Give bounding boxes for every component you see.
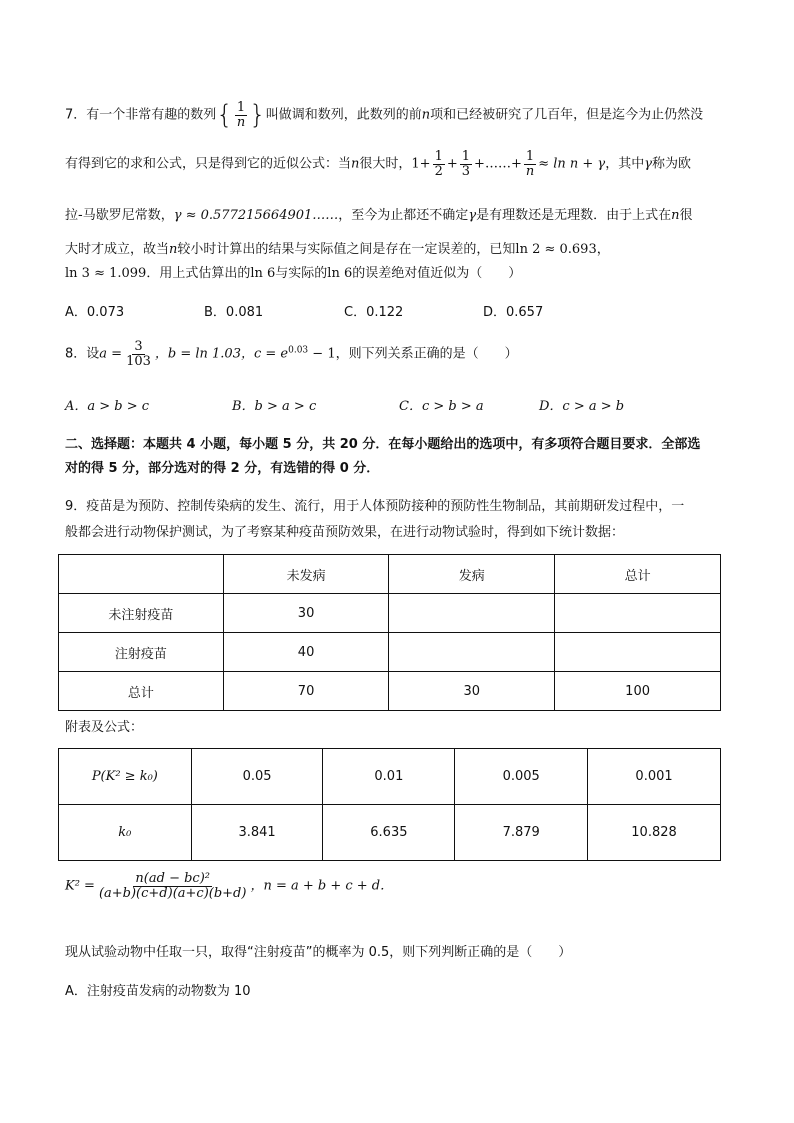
- q7-option-c: C．0.122: [344, 305, 404, 320]
- q9-option-a: A．注射疫苗发病的动物数为 10: [65, 984, 251, 999]
- q7-option-d: D．0.657: [483, 305, 544, 320]
- q7-line-2: 有得到它的求和公式，只是得到它的近似公式：当n很大时，1+ $\frac{1}{2}$ + $\frac{1}{3}$ +……+ $\frac{1}{n}$ ≈ ln n + γ，其中γ称为欧: [65, 149, 692, 179]
- q9-question: 现从试验动物中任取一只，取得“注射疫苗”的概率为 0.5，则下列判断正确的是（ ）: [65, 945, 572, 960]
- appendix-label: 附表及公式：: [65, 720, 144, 735]
- fraction-one-half: $\frac{1}{2}$: [434, 149, 443, 179]
- section-2-line-1: 二、选择题：本题共 4 小题，每小题 5 分，共 20 分．在每小题给出的选项中，有多项符合题目要求．全部选: [65, 437, 701, 452]
- fraction-a: $\frac{3}{103}$: [126, 339, 151, 369]
- q8-option-a: A．a > b > c: [65, 399, 150, 414]
- table-row: 总计 70 30 100: [59, 672, 721, 711]
- table-row: P(K² ≥ k₀) 0.05 0.01 0.005 0.001: [59, 749, 721, 805]
- fraction-one-over-n: $\frac{1}{n}$: [525, 149, 535, 179]
- table-row: 未发病 发病 总计: [59, 555, 721, 594]
- critical-values-table: [58, 748, 721, 861]
- q7-line-1: 7．有一个非常有趣的数列{ $\frac{1}{n}$ }叫做调和数列，此数列的前n项和已经被研究了几百年，但是迄今为止仍然没: [65, 99, 704, 130]
- q9-line-2: 般都会进行动物保护测试，为了考察某种疫苗预防效果，在进行动物试验时，得到如下统计数据：: [65, 525, 625, 540]
- q8-option-b: B．b > a > c: [232, 399, 317, 414]
- q8-option-c: C．c > b > a: [399, 399, 484, 414]
- harmonic-term-fraction: $\frac{1}{n}$: [236, 99, 246, 130]
- fraction-one-third: $\frac{1}{3}$: [461, 149, 471, 179]
- q7-line-5: ln 3 ≈ 1.099．用上式估算出的ln 6与实际的ln 6的误差绝对值近似为（ ）: [65, 266, 522, 281]
- q7-line-3: 拉-马歇罗尼常数，γ ≈ 0.577215664901……，至今为止都还不确定γ是有理数还是无理数．由于上式在n很: [65, 208, 693, 223]
- chi-square-formula: K² = $\frac{\text{n(ad − bc)²}}{(a+b)(c+d)(a+c)(b+d)}$ ，n = a + b + c + d．: [65, 871, 394, 901]
- right-brace: }: [249, 100, 266, 130]
- q7-line-4: 大时才成立，故当n较小时计算出的结果与实际值之间是存在一定误差的，已知ln 2 ≈ 0.693，: [65, 242, 610, 257]
- section-2-line-2: 对的得 5 分，部分选对的得 2 分，有选错的得 0 分．: [65, 461, 380, 476]
- table-row: 未注射疫苗 30: [59, 594, 721, 633]
- left-brace: {: [216, 100, 233, 130]
- q8-option-d: D．c > a > b: [539, 399, 625, 414]
- table-row: 注射疫苗 40: [59, 633, 721, 672]
- table-row: k₀ 3.841 6.635 7.879 10.828: [59, 805, 721, 861]
- q7-option-b: B．0.081: [204, 305, 264, 320]
- stats-table: [58, 554, 721, 711]
- q8-line: 8．设a = $\frac{3}{103}$ ，b = ln 1.03，$c = e^{0.03} - 1$，则下列关系正确的是（ ）: [65, 339, 518, 369]
- formula-fraction: $\frac{\text{n(ad − bc)²}}{(a+b)(c+d)(a+c)(b+d)}$: [98, 871, 247, 901]
- q7-option-a: A．0.073: [65, 305, 125, 320]
- q9-line-1: 9．疫苗是为预防、控制传染病的发生、流行，用于人体预防接种的预防性生物制品，其前期研发过程中，一: [65, 499, 685, 514]
